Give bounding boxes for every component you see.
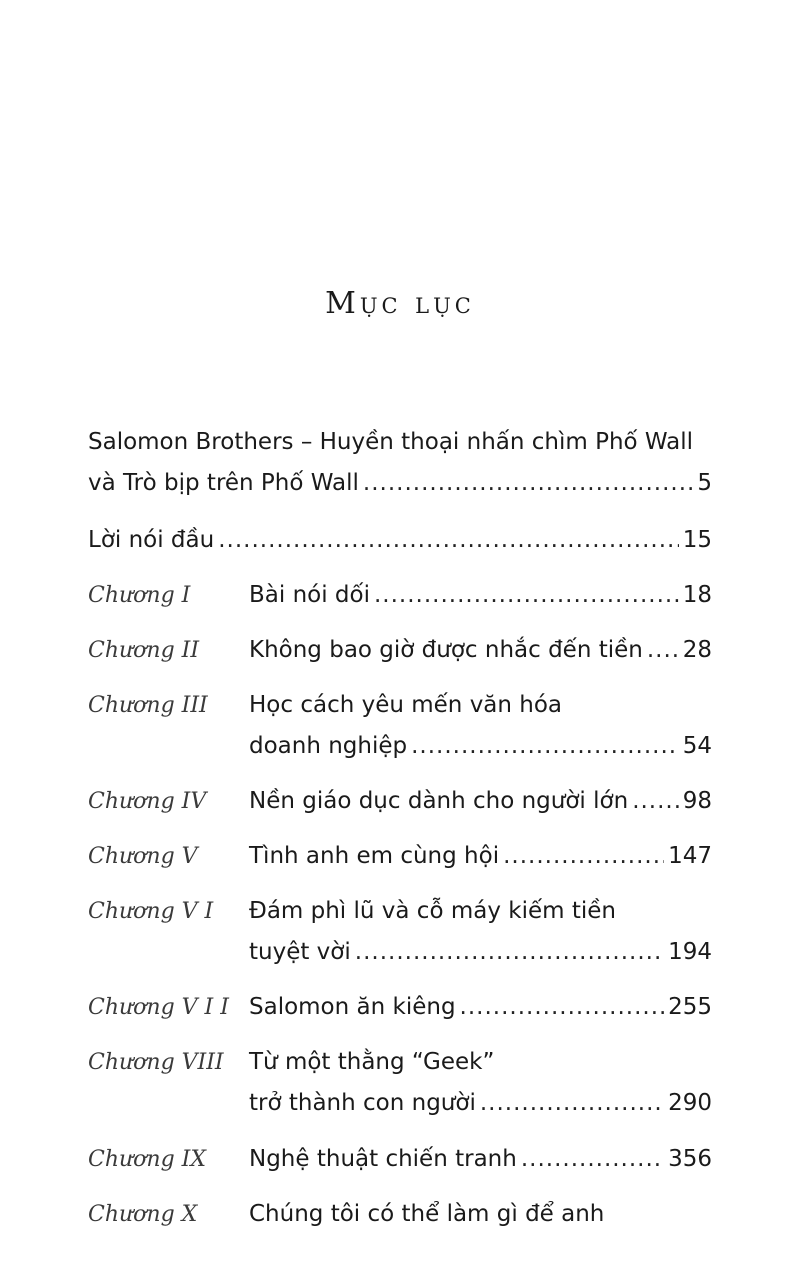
dot-leader bbox=[374, 575, 679, 616]
toc-entry-text: Không bao giờ được nhắc đến tiền bbox=[249, 637, 643, 663]
dot-leader bbox=[460, 987, 665, 1028]
toc-page-number: 15 bbox=[682, 527, 712, 553]
toc-entry-chapter-7[interactable] bbox=[88, 987, 712, 1028]
toc-page-number: 54 bbox=[682, 733, 712, 759]
toc-entry-text: Bài nói dối bbox=[249, 582, 370, 608]
toc-entry-text: Học cách yêu mến văn hóa bbox=[249, 692, 563, 718]
toc-page-number: 356 bbox=[668, 1146, 712, 1172]
dot-leader bbox=[363, 463, 693, 504]
toc-page-number: 147 bbox=[668, 843, 712, 869]
toc-entry-text: Đám phì lũ và cỗ máy kiếm tiền bbox=[249, 898, 616, 924]
chapter-label: Chương III bbox=[88, 693, 208, 718]
toc-entry-chapter-10[interactable] bbox=[88, 1194, 712, 1235]
toc-entry-text: và Trò bịp trên Phố Wall bbox=[88, 470, 359, 496]
toc-page-number: 28 bbox=[682, 637, 712, 663]
toc-entry-chapter-9[interactable] bbox=[88, 1139, 712, 1180]
chapter-label: Chương I bbox=[88, 583, 191, 608]
chapter-label: Chương V bbox=[88, 844, 198, 869]
toc-entry-text: doanh nghiệp bbox=[249, 733, 408, 759]
dot-leader bbox=[218, 520, 679, 561]
toc-entry-text: Nền giáo dục dành cho người lớn bbox=[249, 788, 629, 814]
dot-leader bbox=[647, 630, 679, 671]
toc-entry-text: Chúng tôi có thể làm gì để anh bbox=[249, 1201, 605, 1227]
toc-entry-text: trở thành con người bbox=[249, 1090, 476, 1116]
toc-entry-text: Tình anh em cùng hội bbox=[249, 843, 500, 869]
dot-leader bbox=[503, 836, 664, 877]
toc-entry-chapter-1[interactable] bbox=[88, 575, 712, 616]
dot-leader bbox=[411, 726, 679, 767]
page-title: Mục lục bbox=[325, 286, 475, 321]
toc-entry-chapter-2[interactable] bbox=[88, 630, 712, 671]
toc-entry-text: Salomon ăn kiêng bbox=[249, 994, 456, 1020]
toc-entry-text: tuyệt vời bbox=[249, 939, 351, 965]
toc-page-number: 255 bbox=[668, 994, 712, 1020]
toc-entry-intro[interactable] bbox=[88, 520, 712, 561]
toc-entry-chapter-4[interactable] bbox=[88, 781, 712, 822]
dot-leader bbox=[355, 932, 664, 973]
toc-entry-text: Từ một thằng “Geek” bbox=[249, 1049, 495, 1075]
toc-entry-chapter-5[interactable] bbox=[88, 836, 712, 877]
chapter-label: Chương II bbox=[88, 638, 200, 663]
dot-leader bbox=[632, 781, 679, 822]
toc-entry-text: Lời nói đầu bbox=[88, 527, 215, 553]
toc-page-number: 290 bbox=[668, 1090, 712, 1116]
toc-page-number: 194 bbox=[668, 939, 712, 965]
toc-entry-chapter-3[interactable] bbox=[88, 685, 712, 767]
toc-entry-text: Salomon Brothers – Huyền thoại nhấn chìm Phố Wall bbox=[88, 429, 694, 455]
dot-leader bbox=[521, 1139, 664, 1180]
toc-page-number: 98 bbox=[682, 788, 712, 814]
toc-entry-text: Nghệ thuật chiến tranh bbox=[249, 1146, 517, 1172]
toc-page-number: 5 bbox=[697, 470, 712, 496]
toc-page-number: 18 bbox=[682, 582, 712, 608]
chapter-label: Chương IX bbox=[88, 1147, 207, 1172]
chapter-label: Chương V I I bbox=[88, 995, 229, 1020]
chapter-label: Chương IV bbox=[88, 789, 207, 814]
chapter-label: Chương V I bbox=[88, 899, 214, 924]
toc-entry-chapter-8[interactable] bbox=[88, 1042, 712, 1124]
dot-leader bbox=[480, 1083, 664, 1124]
toc-entry-chapter-6[interactable] bbox=[88, 891, 712, 973]
chapter-label: Chương VIII bbox=[88, 1050, 224, 1075]
chapter-label: Chương X bbox=[88, 1202, 198, 1227]
toc-entry-preface[interactable] bbox=[88, 422, 712, 504]
